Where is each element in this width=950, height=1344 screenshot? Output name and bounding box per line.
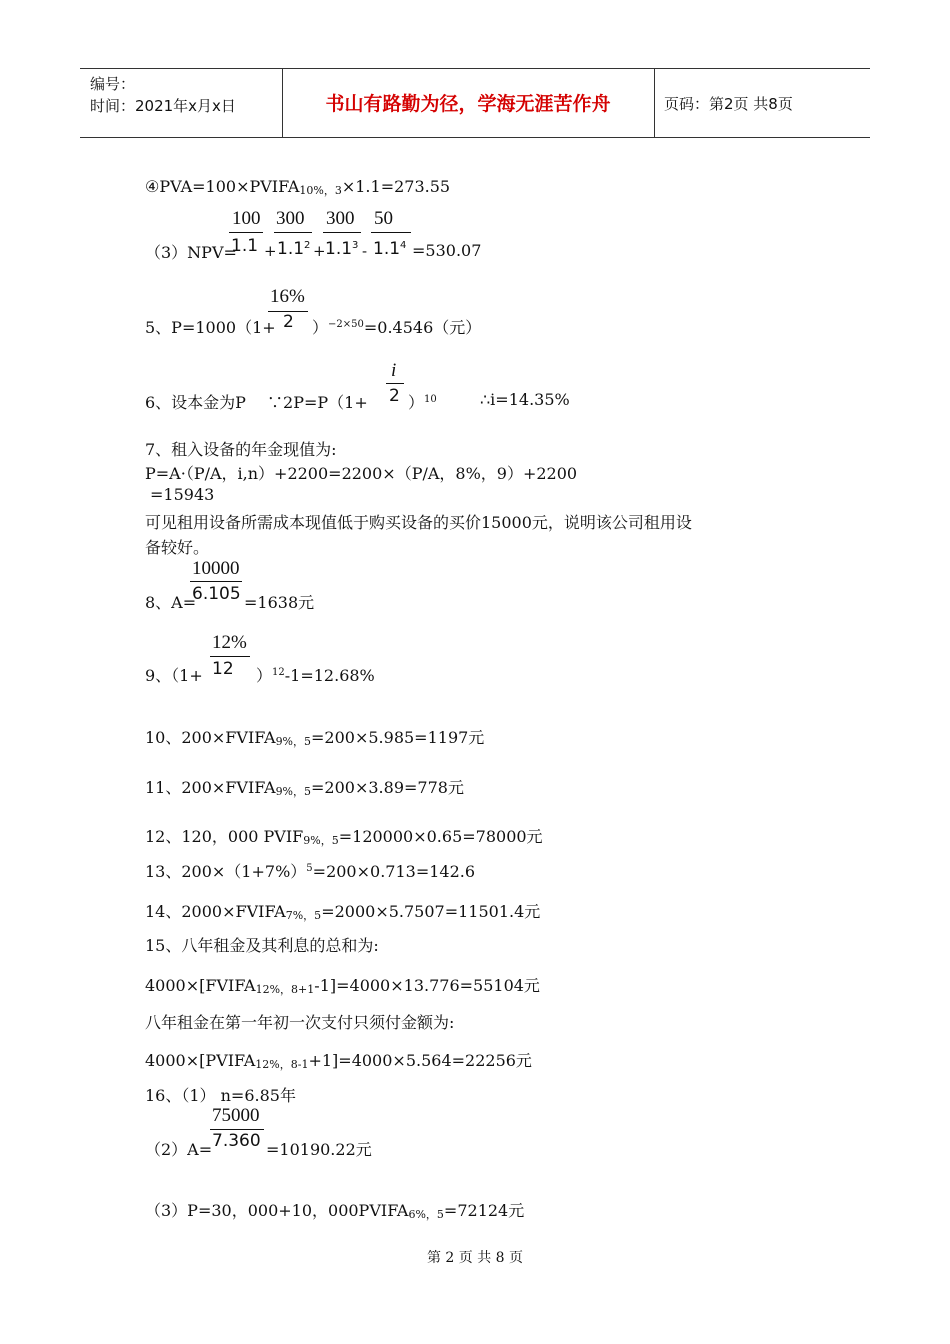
npv-denominator: $1.1^2$	[277, 239, 311, 259]
line-q16-2: （2）A=	[145, 1140, 213, 1159]
fraction-bar	[274, 232, 312, 233]
fraction-bar	[229, 232, 263, 233]
fraction-bar	[371, 232, 411, 233]
line-q13: 13、$200\times(1+7\%)^5=200\times 0.713=142.6$	[145, 862, 476, 881]
fraction-bar	[190, 581, 242, 582]
q9-denominator: 12	[212, 659, 234, 679]
motto: 书山有路勤为径，学海无涯苦作舟	[325, 93, 611, 115]
q8-numerator: 10000	[192, 558, 240, 579]
npv-result: =530.07	[412, 241, 482, 260]
number-label: 编号：	[90, 75, 136, 93]
q6-denominator: 2	[389, 386, 400, 406]
line-pva: $④PVA=100\times PVIFA_{10\%,3}\times 1.1=273.55$	[145, 177, 451, 197]
fraction-bar	[323, 232, 361, 233]
npv-numerator: 300	[326, 208, 355, 229]
q5-tail: ）$^{-2\times 50}$=0.4546（元）	[312, 318, 482, 337]
npv-denominator: $1.1^4$	[373, 239, 407, 259]
q8-result: =1638元	[244, 593, 315, 612]
fraction-bar	[386, 383, 404, 384]
q9-tail: ）$^{12}$-1=12.68%	[256, 666, 375, 685]
line-q8: 8、A=	[145, 593, 197, 612]
fraction-bar	[210, 656, 250, 657]
line-q15-1: 15、八年租金及其利息的总和为:	[145, 936, 379, 955]
header-table	[80, 68, 870, 138]
line-q10: 10、$200\times FVIFA_{9\%,5}=200\times 5.985=1197$元	[145, 728, 485, 748]
line-q15-3: 八年租金在第一年初一次支付只须付金额为:	[145, 1013, 455, 1032]
header-divider	[654, 69, 655, 137]
npv-numerator: 50	[374, 208, 393, 229]
q6-tail: ）$^{10}$	[408, 393, 437, 412]
line-q12: 12、120，000 $PVIF_{9\%,5}=120000\times 0.65=78000$元	[145, 827, 543, 847]
line-q7-4: 可见租用设备所需成本现值低于购买设备的买价15000元，说明该公司租用设	[145, 513, 692, 532]
q8-denominator: 6.105	[192, 584, 241, 604]
line-q7-2: P=A·（P/A，i,n）+2200=2200×（P/A，8%，9）+2200	[145, 464, 578, 483]
line-q15-2: $4000\times[FVIFA_{12\%,8+1}-1]=4000\times 13.776=55104$元	[145, 976, 540, 996]
line-q16-3: （3）P=30，000+10，$000PVIFA_{6\%,5}=72124$元	[145, 1201, 525, 1221]
line-q6: 6、设本金为P ∵2P=P（1+	[145, 393, 368, 412]
line-npv: （3）NPV=	[145, 243, 237, 262]
q6-numerator: i	[391, 360, 397, 381]
q16-numerator: 75000	[212, 1105, 260, 1126]
npv-numerator: 100	[232, 208, 261, 229]
line-q16-1: 16、（1） n=6.85年	[145, 1086, 296, 1105]
npv-op: +	[264, 242, 277, 260]
line-q7-3: =15943	[150, 485, 215, 504]
q9-numerator: 12%	[212, 632, 247, 653]
q16-result: =10190.22元	[266, 1140, 372, 1159]
q5-denominator: 2	[283, 312, 294, 332]
npv-numerator: 300	[276, 208, 305, 229]
npv-denominator: 1.1	[231, 236, 259, 256]
q5-numerator: 16%	[270, 286, 305, 307]
line-q7-1: 7、租入设备的年金现值为:	[145, 440, 337, 459]
time-label: 时间：2021年x月x日	[90, 97, 236, 115]
q16-denominator: 7.360	[212, 1131, 261, 1151]
line-q11: 11、$200\times FVIFA_{9\%,5}=200\times 3.89=778$元	[145, 778, 464, 798]
line-q7-5: 备较好。	[145, 538, 210, 557]
header-left	[90, 73, 236, 117]
npv-denominator: $1.1^3$	[325, 239, 359, 259]
fraction-bar	[210, 1129, 264, 1130]
line-q14: 14、$2000\times FVIFA_{7\%,5}=2000\times 5.7507=11501.4$元	[145, 902, 541, 922]
npv-op: -	[362, 242, 368, 260]
page-label: 页码：第2页 共8页	[664, 95, 793, 113]
line-q9: 9、（1+	[145, 666, 203, 685]
line-q15-4: $4000\times[PVIFA_{12\%,8-1}+1]=4000\times 5.564=22256$元	[145, 1051, 532, 1071]
npv-op: +	[313, 242, 326, 260]
line-q5: 5、P=1000（1+	[145, 318, 276, 337]
page-footer: 第 2 页 共 8 页	[426, 1250, 524, 1266]
q6-result: ∴i=14.35%	[480, 390, 570, 409]
